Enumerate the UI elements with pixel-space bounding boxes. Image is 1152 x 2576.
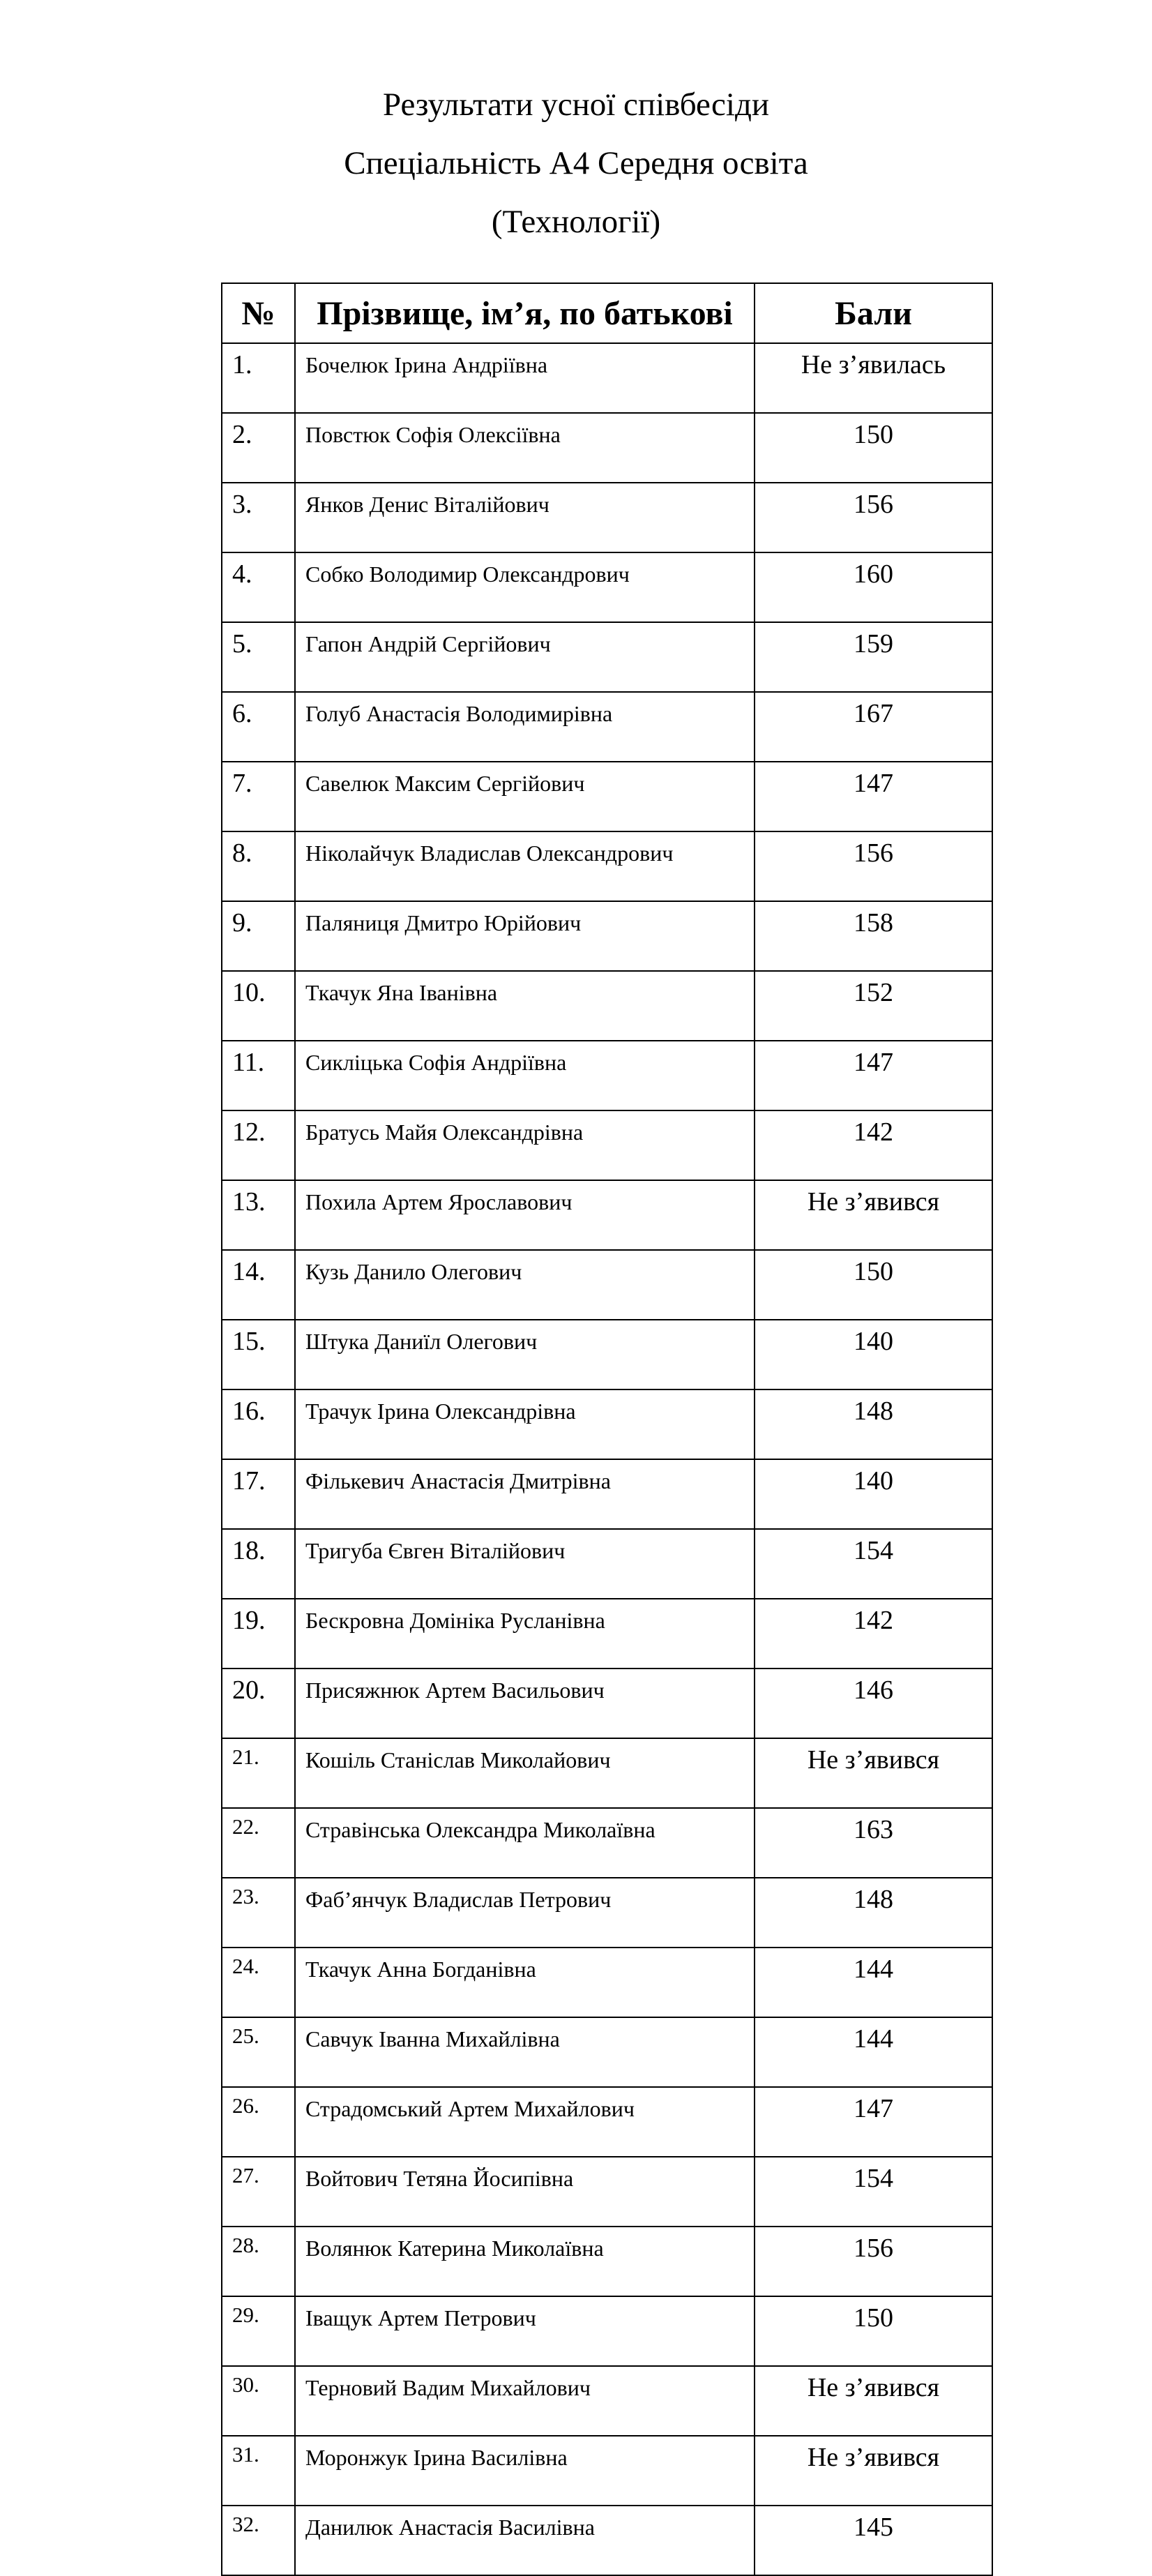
table-row bbox=[222, 1250, 992, 1320]
table-row bbox=[222, 1669, 992, 1738]
row-number: 17. bbox=[222, 1459, 295, 1529]
row-score: 159 bbox=[755, 622, 992, 692]
table-row bbox=[222, 901, 992, 971]
row-number: 16. bbox=[222, 1389, 295, 1459]
table-row bbox=[222, 1599, 992, 1669]
row-score: Не з’явився bbox=[755, 2366, 992, 2436]
table-row bbox=[222, 343, 992, 413]
row-score: 148 bbox=[755, 1878, 992, 1948]
row-number: 4. bbox=[222, 552, 295, 622]
row-name: Бескровна Домініка Русланівна bbox=[295, 1599, 755, 1669]
row-number: 32. bbox=[222, 2506, 295, 2575]
table-row bbox=[222, 1738, 992, 1808]
row-name: Фаб’янчук Владислав Петрович bbox=[295, 1878, 755, 1948]
row-number: 26. bbox=[222, 2087, 295, 2157]
table-row bbox=[222, 2227, 992, 2296]
table-row bbox=[222, 552, 992, 622]
row-name: Савчук Іванна Михайлівна bbox=[295, 2017, 755, 2087]
row-name: Терновий Вадим Михайлович bbox=[295, 2366, 755, 2436]
row-number: 6. bbox=[222, 692, 295, 762]
table-row bbox=[222, 1389, 992, 1459]
row-number: 24. bbox=[222, 1948, 295, 2017]
row-score: 154 bbox=[755, 1529, 992, 1599]
row-name: Волянюк Катерина Миколаївна bbox=[295, 2227, 755, 2296]
row-number: 8. bbox=[222, 831, 295, 901]
table-row bbox=[222, 2296, 992, 2366]
table-row bbox=[222, 1808, 992, 1878]
table-row bbox=[222, 483, 992, 552]
row-number: 10. bbox=[222, 971, 295, 1041]
row-score: 142 bbox=[755, 1110, 992, 1180]
row-number: 1. bbox=[222, 343, 295, 413]
row-score: 158 bbox=[755, 901, 992, 971]
row-name: Стравінська Олександра Миколаївна bbox=[295, 1808, 755, 1878]
title-line-1: Результати усної співбесіди bbox=[382, 86, 770, 123]
row-name: Тригуба Євген Віталійович bbox=[295, 1529, 755, 1599]
row-name: Сикліцька Софія Андріївна bbox=[295, 1041, 755, 1110]
row-number: 31. bbox=[222, 2436, 295, 2506]
table-row bbox=[222, 692, 992, 762]
row-number: 18. bbox=[222, 1529, 295, 1599]
row-name: Присяжнюк Артем Васильович bbox=[295, 1669, 755, 1738]
row-number: 22. bbox=[222, 1808, 295, 1878]
row-name: Фількевич Анастасія Дмитрівна bbox=[295, 1459, 755, 1529]
row-score: 163 bbox=[755, 1808, 992, 1878]
document-title bbox=[0, 75, 1152, 251]
row-score: 148 bbox=[755, 1389, 992, 1459]
table-row bbox=[222, 971, 992, 1041]
row-name: Братусь Майя Олександрівна bbox=[295, 1110, 755, 1180]
table-row bbox=[222, 413, 992, 483]
row-number: 21. bbox=[222, 1738, 295, 1808]
row-number: 12. bbox=[222, 1110, 295, 1180]
row-name: Савелюк Максим Сергійович bbox=[295, 762, 755, 831]
header-name: Прізвище, ім’я, по батькові bbox=[295, 283, 755, 343]
table-row bbox=[222, 831, 992, 901]
table-row bbox=[222, 2017, 992, 2087]
table-row bbox=[222, 1878, 992, 1948]
row-number: 20. bbox=[222, 1669, 295, 1738]
row-number: 3. bbox=[222, 483, 295, 552]
row-score: 146 bbox=[755, 1669, 992, 1738]
row-name: Кузь Данило Олегович bbox=[295, 1250, 755, 1320]
row-score: 140 bbox=[755, 1459, 992, 1529]
row-score: Не з’явився bbox=[755, 2436, 992, 2506]
table-row bbox=[222, 2506, 992, 2575]
row-name: Данилюк Анастасія Василівна bbox=[295, 2506, 755, 2575]
row-score: Не з’явився bbox=[755, 1180, 992, 1250]
table-header-row bbox=[222, 283, 992, 343]
row-name: Штука Даниїл Олегович bbox=[295, 1320, 755, 1389]
row-name: Страдомський Артем Михайлович bbox=[295, 2087, 755, 2157]
row-score: 145 bbox=[755, 2506, 992, 2575]
row-number: 2. bbox=[222, 413, 295, 483]
row-score: 154 bbox=[755, 2157, 992, 2227]
table-row bbox=[222, 2157, 992, 2227]
row-score: 156 bbox=[755, 483, 992, 552]
row-name: Войтович Тетяна Йосипівна bbox=[295, 2157, 755, 2227]
table-row bbox=[222, 1948, 992, 2017]
row-number: 5. bbox=[222, 622, 295, 692]
row-name: Бочелюк Ірина Андріївна bbox=[295, 343, 755, 413]
title-line-2: Спеціальність А4 Середня освіта bbox=[344, 145, 808, 181]
row-score: Не з’явилась bbox=[755, 343, 992, 413]
row-number: 29. bbox=[222, 2296, 295, 2366]
row-number: 19. bbox=[222, 1599, 295, 1669]
row-name: Трачук Ірина Олександрівна bbox=[295, 1389, 755, 1459]
table-row bbox=[222, 1180, 992, 1250]
table-row bbox=[222, 1459, 992, 1529]
table-row bbox=[222, 2366, 992, 2436]
results-table bbox=[221, 283, 993, 2576]
row-score: 144 bbox=[755, 2017, 992, 2087]
table-row bbox=[222, 1041, 992, 1110]
row-number: 9. bbox=[222, 901, 295, 971]
table-row bbox=[222, 622, 992, 692]
row-name: Гапон Андрій Сергійович bbox=[295, 622, 755, 692]
row-score: 152 bbox=[755, 971, 992, 1041]
row-name: Ткачук Яна Іванівна bbox=[295, 971, 755, 1041]
row-score: 147 bbox=[755, 762, 992, 831]
table-row bbox=[222, 1110, 992, 1180]
row-score: Не з’явився bbox=[755, 1738, 992, 1808]
table-row bbox=[222, 1320, 992, 1389]
row-name: Ніколайчук Владислав Олександрович bbox=[295, 831, 755, 901]
row-score: 167 bbox=[755, 692, 992, 762]
table-body bbox=[222, 343, 992, 2575]
header-number: № bbox=[222, 283, 295, 343]
row-score: 140 bbox=[755, 1320, 992, 1389]
row-number: 27. bbox=[222, 2157, 295, 2227]
table-row bbox=[222, 1529, 992, 1599]
row-number: 14. bbox=[222, 1250, 295, 1320]
row-number: 13. bbox=[222, 1180, 295, 1250]
row-score: 150 bbox=[755, 413, 992, 483]
row-score: 147 bbox=[755, 1041, 992, 1110]
row-score: 142 bbox=[755, 1599, 992, 1669]
row-name: Паляниця Дмитро Юрійович bbox=[295, 901, 755, 971]
header-score: Бали bbox=[755, 283, 992, 343]
row-number: 28. bbox=[222, 2227, 295, 2296]
row-score: 147 bbox=[755, 2087, 992, 2157]
row-name: Собко Володимир Олександрович bbox=[295, 552, 755, 622]
row-number: 11. bbox=[222, 1041, 295, 1110]
row-name: Ткачук Анна Богданівна bbox=[295, 1948, 755, 2017]
table-row bbox=[222, 2087, 992, 2157]
row-number: 23. bbox=[222, 1878, 295, 1948]
table-row bbox=[222, 2436, 992, 2506]
title-line-3: (Технології) bbox=[491, 204, 661, 240]
row-score: 150 bbox=[755, 2296, 992, 2366]
row-score: 144 bbox=[755, 1948, 992, 2017]
row-number: 30. bbox=[222, 2366, 295, 2436]
row-name: Моронжук Ірина Василівна bbox=[295, 2436, 755, 2506]
row-name: Янков Денис Віталійович bbox=[295, 483, 755, 552]
row-name: Повстюк Софія Олексіївна bbox=[295, 413, 755, 483]
row-number: 25. bbox=[222, 2017, 295, 2087]
row-number: 15. bbox=[222, 1320, 295, 1389]
row-name: Іващук Артем Петрович bbox=[295, 2296, 755, 2366]
row-score: 160 bbox=[755, 552, 992, 622]
row-name: Голуб Анастасія Володимирівна bbox=[295, 692, 755, 762]
table-row bbox=[222, 762, 992, 831]
row-name: Похила Артем Ярославович bbox=[295, 1180, 755, 1250]
row-score: 156 bbox=[755, 2227, 992, 2296]
row-score: 150 bbox=[755, 1250, 992, 1320]
row-number: 7. bbox=[222, 762, 295, 831]
row-name: Кошіль Станіслав Миколайович bbox=[295, 1738, 755, 1808]
row-score: 156 bbox=[755, 831, 992, 901]
